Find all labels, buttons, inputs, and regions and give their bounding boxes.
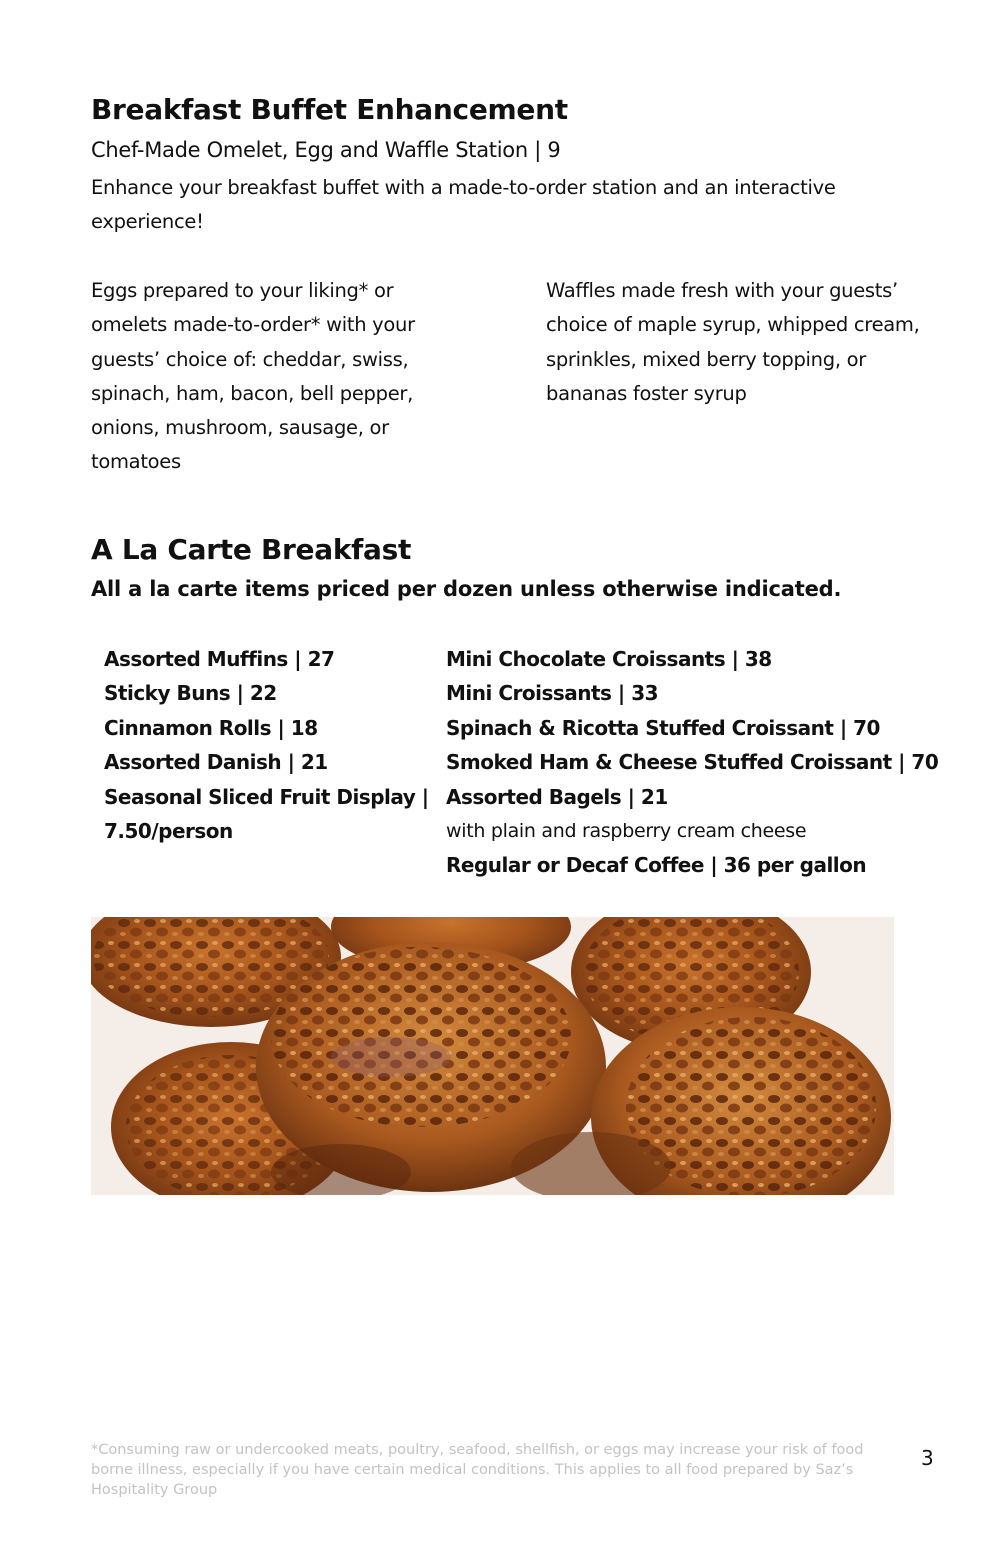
list-item: Regular or Decaf Coffee | 36 per gallon (446, 853, 867, 878)
list-item: Spinach & Ricotta Stuffed Croissant | 70 (446, 715, 880, 740)
list-item: Sticky Buns | 22 (104, 681, 277, 706)
list-item: Assorted Danish | 21 (104, 750, 328, 775)
page-number: 3 (921, 1446, 934, 1470)
enhancement-heading: Breakfast Buffet Enhancement (91, 93, 568, 126)
list-item: Cinnamon Rolls | 18 (104, 715, 318, 740)
sticky-buns-photo (91, 917, 894, 1195)
eggs-description (91, 274, 415, 480)
enhancement-intro (91, 171, 836, 240)
intro-line: Enhance your breakfast buffet with a made-to-order station and an interactive (91, 176, 836, 199)
food-safety-disclaimer (91, 1440, 881, 1500)
waffles-description (546, 274, 920, 411)
alacarte-subheading: All a la carte items priced per dozen unless otherwise indicated. (91, 577, 842, 601)
waffles-line: choice of maple syrup, whipped cream, (546, 313, 920, 337)
list-item: 7.50/person (104, 818, 233, 843)
disclaimer-line: *Consuming raw or undercooked meats, poultry, seafood, shellfish, or eggs may increase your risk of food (91, 1442, 864, 1458)
eggs-line: Eggs prepared to your liking* or (91, 279, 394, 302)
list-item: Seasonal Sliced Fruit Display | (104, 784, 429, 809)
eggs-line: onions, mushroom, sausage, or (91, 416, 389, 440)
list-item: Assorted Muffins | 27 (104, 647, 335, 671)
disclaimer-line: Hospitality Group (91, 1482, 218, 1498)
alacarte-heading: A La Carte Breakfast (91, 533, 412, 566)
station-title: Chef-Made Omelet, Egg and Waffle Station | 9 (91, 138, 561, 162)
eggs-line: tomatoes (91, 450, 181, 474)
waffles-line: bananas foster syrup (546, 381, 747, 405)
intro-line: experience! (91, 210, 204, 234)
list-item: Smoked Ham & Cheese Stuffed Croissant | 70 (446, 750, 939, 775)
alacarte-right-list (446, 642, 938, 883)
waffles-line: Waffles made fresh with your guests’ (546, 279, 898, 302)
list-item: Assorted Bagels | 21 (446, 784, 668, 809)
list-item: Mini Chocolate Croissants | 38 (446, 647, 772, 671)
alacarte-left-list (104, 642, 429, 848)
list-item: Mini Croissants | 33 (446, 681, 659, 706)
eggs-line: spinach, ham, bacon, bell pepper, (91, 381, 414, 405)
disclaimer-line: borne illness, especially if you have certain medical conditions. This applies to all food prepared by Saz’s (91, 1462, 854, 1478)
eggs-line: omelets made-to-order* with your (91, 313, 415, 337)
waffles-line: sprinkles, mixed berry topping, or (546, 347, 866, 371)
list-item: with plain and raspberry cream cheese (446, 819, 807, 842)
eggs-line: guests’ choice of: cheddar, swiss, (91, 347, 409, 371)
